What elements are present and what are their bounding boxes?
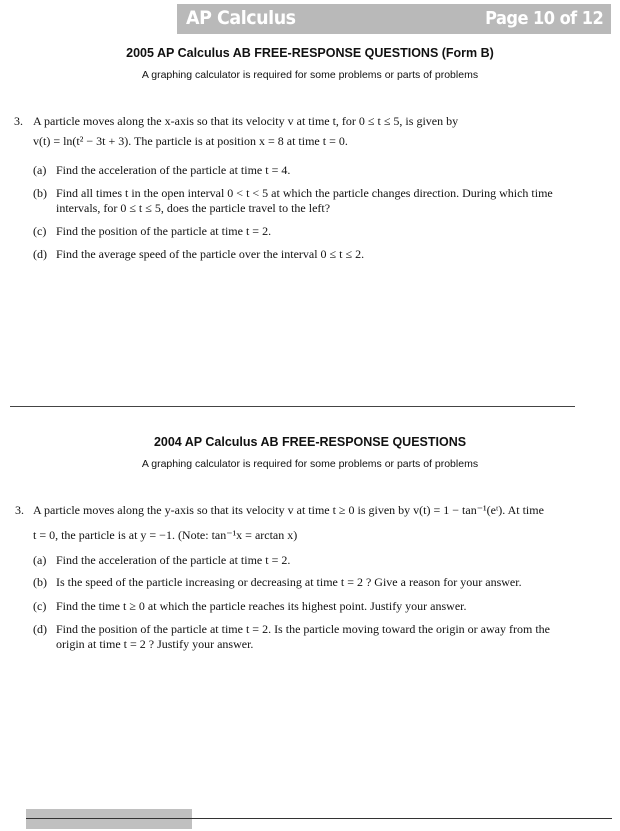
question-stem-line2: t = 0, the particle is at y = −1. (Note: tan⁻¹x = arctan x): [33, 528, 298, 542]
part-text: Find the position of the particle at time t = 2. Is the particle moving toward the origin or away from the: [56, 622, 550, 636]
part-text: Find the average speed of the particle over the interval 0 ≤ t ≤ 2.: [56, 247, 365, 261]
part-text: Find the time t ≥ 0 at which the particle reaches its highest point. Justify your answer.: [56, 599, 467, 613]
part-text-line2: intervals, for 0 ≤ t ≤ 5, does the particle travel to the left?: [56, 201, 331, 215]
footer-rule: [26, 818, 612, 819]
part-text: Find the acceleration of the particle at time t = 4.: [56, 163, 291, 177]
question-stem-line2: v(t) = ln(t² − 3t + 3). The particle is at position x = 8 at time t = 0.: [33, 134, 348, 148]
part-label: (b): [33, 186, 47, 200]
part-label: (c): [33, 599, 47, 613]
section1-title: 2005 AP Calculus AB FREE-RESPONSE QUESTIONS (Form B): [126, 46, 494, 60]
question-number: 3.: [15, 503, 24, 517]
section-divider: [10, 406, 575, 407]
part-label: (d): [33, 247, 47, 261]
part-label: (d): [33, 622, 47, 636]
header-page-indicator: Page 10 of 12: [484, 8, 603, 29]
part-label: (a): [33, 163, 47, 177]
section2-title: 2004 AP Calculus AB FREE-RESPONSE QUESTIONS: [153, 435, 467, 449]
part-text: Find all times t in the open interval 0 < t < 5 at which the particle changes direction. During which time: [56, 186, 553, 200]
part-text-line2: origin at time t = 2 ? Justify your answer.: [56, 637, 254, 651]
section1-subtitle: A graphing calculator is required for some problems or parts of problems: [141, 69, 479, 81]
question-stem-line1: A particle moves along the x-axis so that its velocity v at time t, for 0 ≤ t ≤ 5, is given by: [33, 114, 459, 128]
section2-subtitle: A graphing calculator is required for some problems or parts of problems: [141, 458, 479, 470]
page-header: [177, 4, 611, 34]
part-text: Find the position of the particle at time t = 2.: [56, 224, 272, 238]
header-course-title: AP Calculus: [186, 7, 296, 29]
part-label: (a): [33, 553, 47, 567]
part-text: Find the acceleration of the particle at time t = 2.: [56, 553, 291, 567]
question-number: 3.: [14, 114, 23, 128]
part-text: Is the speed of the particle increasing or decreasing at time t = 2 ? Give a reason for your answer.: [56, 575, 522, 589]
question-stem-line1: A particle moves along the y-axis so that its velocity v at time t ≥ 0 is given by v(t) = 1 − tan⁻¹(eᵗ). At time: [33, 503, 544, 517]
footer-block: [26, 809, 192, 829]
part-label: (b): [33, 575, 47, 589]
part-label: (c): [33, 224, 47, 238]
